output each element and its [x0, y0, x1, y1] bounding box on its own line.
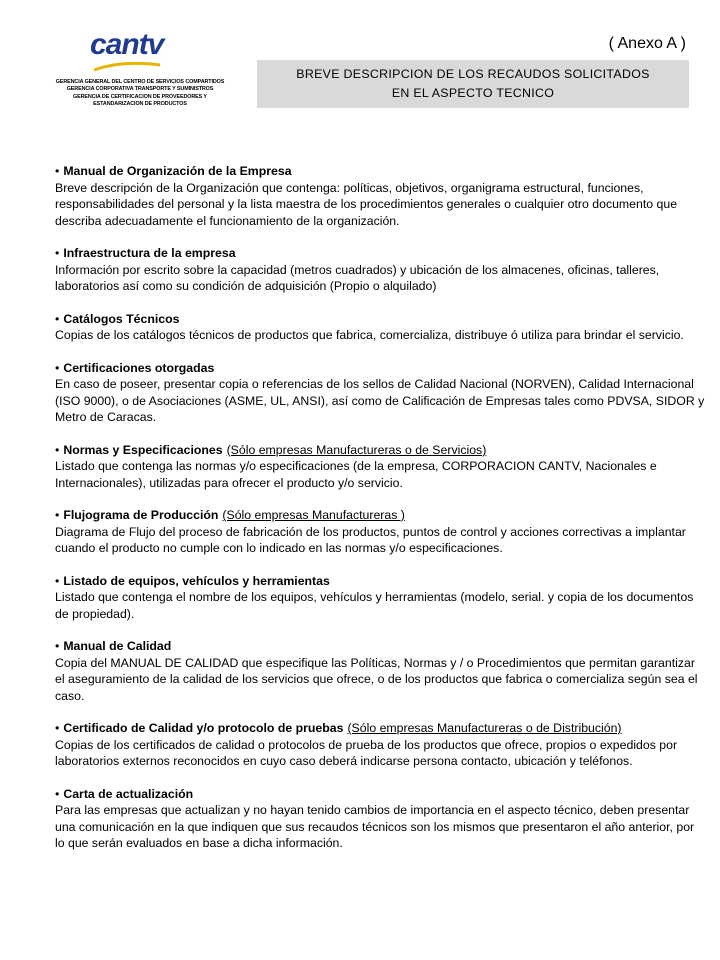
section-title: Manual de Calidad — [63, 639, 172, 653]
section-heading — [55, 638, 705, 655]
section-heading — [55, 720, 705, 737]
org-line: GERENCIA GENERAL DEL CENTRO DE SERVICIOS COMPARTIDOS — [55, 79, 225, 85]
section-heading — [55, 573, 705, 590]
section-heading — [55, 360, 705, 377]
section-heading — [55, 245, 705, 262]
requirement-section — [55, 507, 705, 557]
org-line: GERENCIA DE CERTIFICACION DE PROVEEDORES Y — [73, 93, 207, 100]
section-title: Normas y Especificaciones — [63, 442, 223, 457]
section-title: Certificado de Calidad y/o protocolo de pruebas — [63, 721, 344, 735]
section-note: (Sólo empresas Manufactureras o de Servicios) — [226, 442, 487, 457]
section-body: Breve descripción de la Organización que contenga: políticas, objetivos, organigrama estructural, funciones, responsabilidades del personal y la lista maestra de los procedimientos generales o cualquier otro documento que describa adecuadamente el funcionamiento de la organización. — [55, 180, 678, 228]
section-heading — [55, 311, 705, 328]
section-heading — [55, 507, 705, 524]
section-body: Listado que contenga el nombre de los equipos, vehículos y herramientas (modelo, serial. y copia de los documentos de propiedad). — [55, 590, 694, 621]
logo-text: cantv — [90, 28, 164, 61]
bullet-icon: • — [55, 360, 60, 375]
section-body: Listado que contenga las normas y/o especificaciones (de la empresa, CORPORACION CANTV, Nacionales e Internacionales), utilizadas para ofrecer el producto y/o servicio. — [55, 459, 657, 490]
requirement-section — [55, 163, 705, 229]
bullet-icon: • — [55, 246, 60, 260]
page-title-line: BREVE DESCRIPCION DE LOS RECAUDOS SOLICITADOS — [296, 67, 650, 81]
bullet-icon: • — [55, 721, 60, 735]
section-title: Certificaciones otorgadas — [63, 360, 215, 375]
organization-lines — [40, 79, 240, 109]
cantv-logo — [90, 24, 170, 74]
annex-label: ( Anexo A ) — [608, 35, 686, 52]
bullet-icon: • — [55, 508, 60, 522]
requirement-section — [55, 720, 705, 770]
section-body: Diagrama de Flujo del proceso de fabricación de los productos, puntos de control y acciones correctivas a implantar cuando el producto no cumple con lo indicado en las normas y/o especificaciones. — [55, 524, 686, 555]
bullet-icon: • — [55, 442, 60, 457]
section-title: Catálogos Técnicos — [63, 311, 180, 326]
bullet-icon: • — [55, 639, 60, 653]
bullet-icon: • — [55, 164, 60, 178]
requirement-section — [55, 360, 705, 426]
section-body: En caso de poseer, presentar copia o referencias de los sellos de Calidad Nacional (NORVEN), Calidad Internacional (ISO 9000), o de Asociaciones (ASME, UL, ANSI), así como de Calificación de Empresas tales como PDVSA, SIDOR y Metro de Caracas. — [55, 377, 705, 424]
page-title-box — [257, 60, 689, 108]
section-heading — [55, 442, 705, 459]
section-body: Información por escrito sobre la capacidad (metros cuadrados) y ubicación de los almacenes, oficinas, talleres, laboratorios así como su condición de adquisición (Propio o alquilado) — [55, 262, 660, 293]
section-title: Flujograma de Producción — [63, 508, 219, 522]
section-note: (Sólo empresas Manufactureras ) — [222, 508, 405, 522]
section-body: Para las empresas que actualizan y no hayan tenido cambios de importancia en el aspecto técnico, deben presentar una comunicación en la que indiquen que sus recaudos técnicos son los mismos que presentaron el año anterior, por lo que serán evaluados en base a dicha información. — [55, 803, 695, 850]
requirements-list — [55, 163, 705, 868]
section-heading — [55, 786, 705, 803]
requirement-section — [55, 638, 705, 704]
org-line: GERENCIA CORPORATIVA TRANSPORTE Y SUMINISTROS — [66, 86, 214, 93]
requirement-section — [55, 245, 705, 295]
section-body: Copias de los catálogos técnicos de productos que fabrica, comercializa, distribuye ó utiliza para brindar el servicio. — [55, 328, 684, 342]
bullet-icon: • — [55, 311, 60, 326]
requirement-section — [55, 311, 705, 344]
logo-swoosh-icon — [92, 62, 162, 74]
page-title-line: EN EL ASPECTO TECNICO — [391, 86, 555, 100]
bullet-icon: • — [55, 573, 60, 588]
section-title: Carta de actualización — [63, 786, 194, 801]
section-heading — [55, 163, 705, 180]
section-title: Listado de equipos, vehículos y herramientas — [63, 573, 330, 588]
requirement-section — [55, 786, 705, 852]
requirement-section — [55, 442, 705, 492]
section-body: Copia del MANUAL DE CALIDAD que especifique las Políticas, Normas y / o Procedimientos que permitan garantizar el aseguramiento de la calidad de los servicios que ofrece, o de los productos que fabrica o comercializa según sea el caso. — [55, 655, 698, 703]
org-line: ESTANDARIZACION DE PRODUCTOS — [93, 101, 187, 108]
section-note: (Sólo empresas Manufactureras o de Distribución) — [347, 721, 622, 735]
section-title: Infraestructura de la empresa — [63, 246, 236, 260]
requirement-section — [55, 573, 705, 623]
section-body: Copias de los certificados de calidad o protocolos de prueba de los productos que ofrece, propios o expedidos por laboratorios externos reconocidos en cuyo caso deberá indicarse persona contacto, ubicación y teléfonos. — [55, 737, 678, 768]
section-title: Manual de Organización de la Empresa — [63, 164, 292, 178]
bullet-icon: • — [55, 786, 60, 801]
